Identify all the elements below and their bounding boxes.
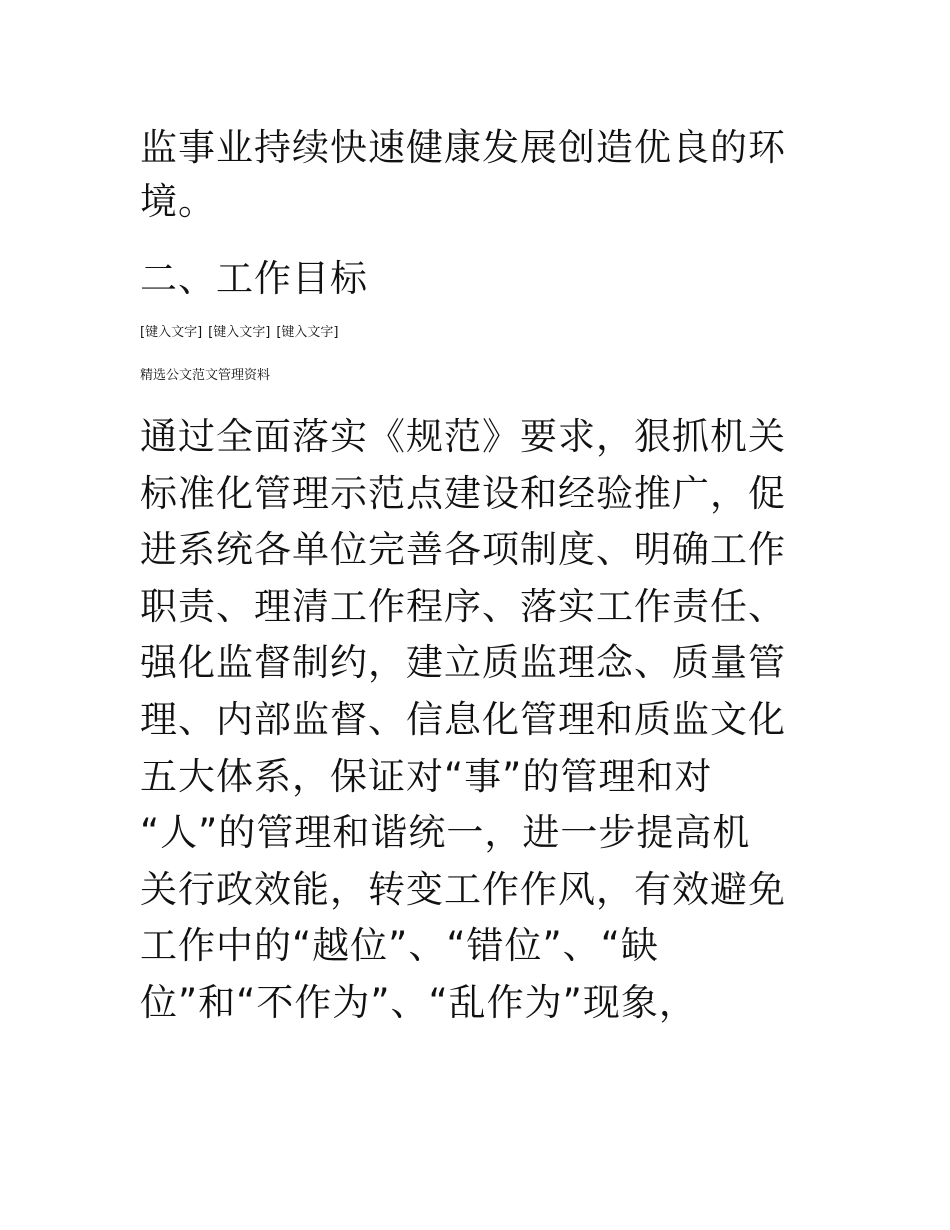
body-line-2: 标准化管理示范点建设和经验推广，促 bbox=[140, 471, 786, 515]
section-heading: 二、工作目标 bbox=[140, 257, 368, 300]
intro-line-1: 监事业持续快速健康发展创造优良的环 bbox=[140, 126, 786, 169]
intro-line-2: 境。 bbox=[140, 180, 216, 223]
body-line-10: 工作中的“越位”、“错位”、“缺 bbox=[140, 924, 659, 968]
body-line-5: 强化监督制约，建立质监理念、质量管 bbox=[140, 641, 786, 685]
header-placeholders bbox=[140, 324, 790, 342]
body-line-8: “人”的管理和谐统一，进一步提高机 bbox=[140, 811, 751, 855]
body-line-11: 位”和“不作为”、“乱作为”现象， bbox=[140, 980, 697, 1024]
body-line-6: 理、内部监督、信息化管理和质监文化 bbox=[140, 697, 786, 741]
placeholder-text-3: [键入文字] bbox=[276, 325, 339, 340]
header-caption: 精选公文范文管理资料 bbox=[140, 368, 271, 383]
body-paragraph bbox=[140, 409, 790, 1032]
body-line-3: 进系统各单位完善各项制度、明确工作 bbox=[140, 528, 786, 572]
body-line-1: 通过全面落实《规范》要求，狠抓机关 bbox=[140, 415, 786, 458]
intro-paragraph bbox=[140, 121, 790, 229]
placeholder-text-1: [键入文字] bbox=[140, 325, 203, 340]
body-line-7: 五大体系，保证对“事”的管理和对 bbox=[140, 754, 713, 798]
body-line-9: 关行政效能，转变工作作风，有效避免 bbox=[140, 867, 786, 911]
body-line-4: 职责、理清工作程序、落实工作责任、 bbox=[140, 584, 786, 628]
placeholder-text-2: [键入文字] bbox=[208, 325, 271, 340]
